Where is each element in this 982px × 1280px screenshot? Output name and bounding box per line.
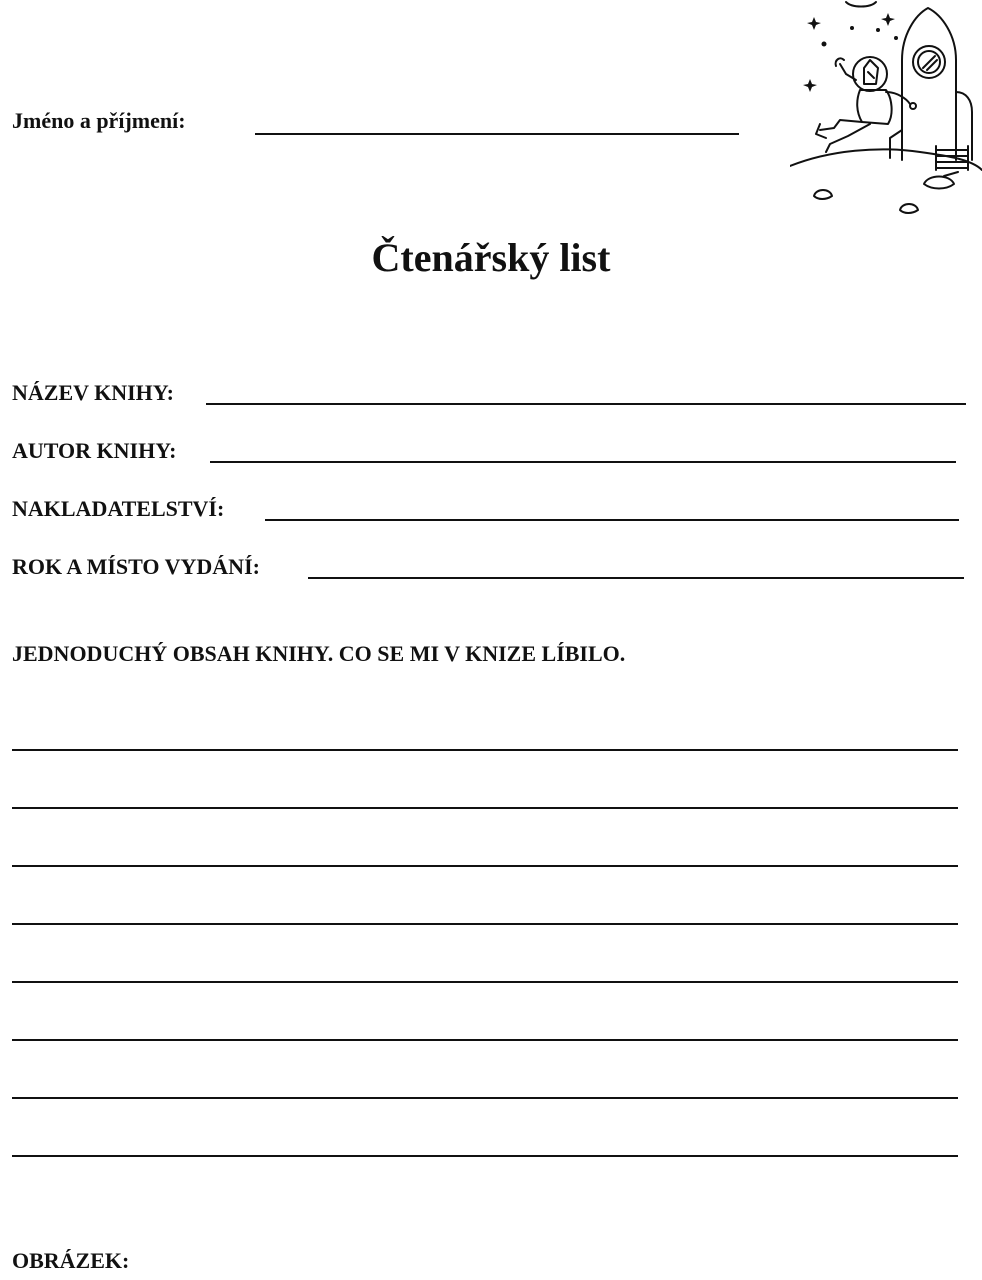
summary-line[interactable] — [12, 1039, 958, 1041]
publication-year-place-input-line[interactable] — [308, 577, 964, 579]
publisher-input-line[interactable] — [265, 519, 959, 521]
name-label: Jméno a příjmení: — [12, 108, 186, 133]
summary-line[interactable] — [12, 923, 958, 925]
book-author-label: AUTOR KNIHY: — [12, 438, 177, 463]
summary-heading: JEDNODUCHÝ OBSAH KNIHY. CO SE MI V KNIZE LÍBILO. — [12, 641, 626, 666]
summary-line[interactable] — [12, 1097, 958, 1099]
book-author-input-line[interactable] — [210, 461, 956, 463]
summary-line[interactable] — [12, 865, 958, 867]
name-input-line[interactable] — [255, 133, 739, 135]
picture-label: OBRÁZEK: — [12, 1248, 130, 1273]
summary-line[interactable] — [12, 807, 958, 809]
book-title-input-line[interactable] — [206, 403, 966, 405]
summary-line[interactable] — [12, 1155, 958, 1157]
publication-year-place-label: ROK A MÍSTO VYDÁNÍ: — [12, 554, 260, 579]
summary-line[interactable] — [12, 749, 958, 751]
publisher-label: NAKLADATELSTVÍ: — [12, 496, 225, 521]
astronaut-rocket-icon — [790, 0, 982, 220]
summary-line[interactable] — [12, 981, 958, 983]
page-title: Čtenářský list — [371, 235, 611, 280]
book-title-label: NÁZEV KNIHY: — [12, 380, 174, 405]
